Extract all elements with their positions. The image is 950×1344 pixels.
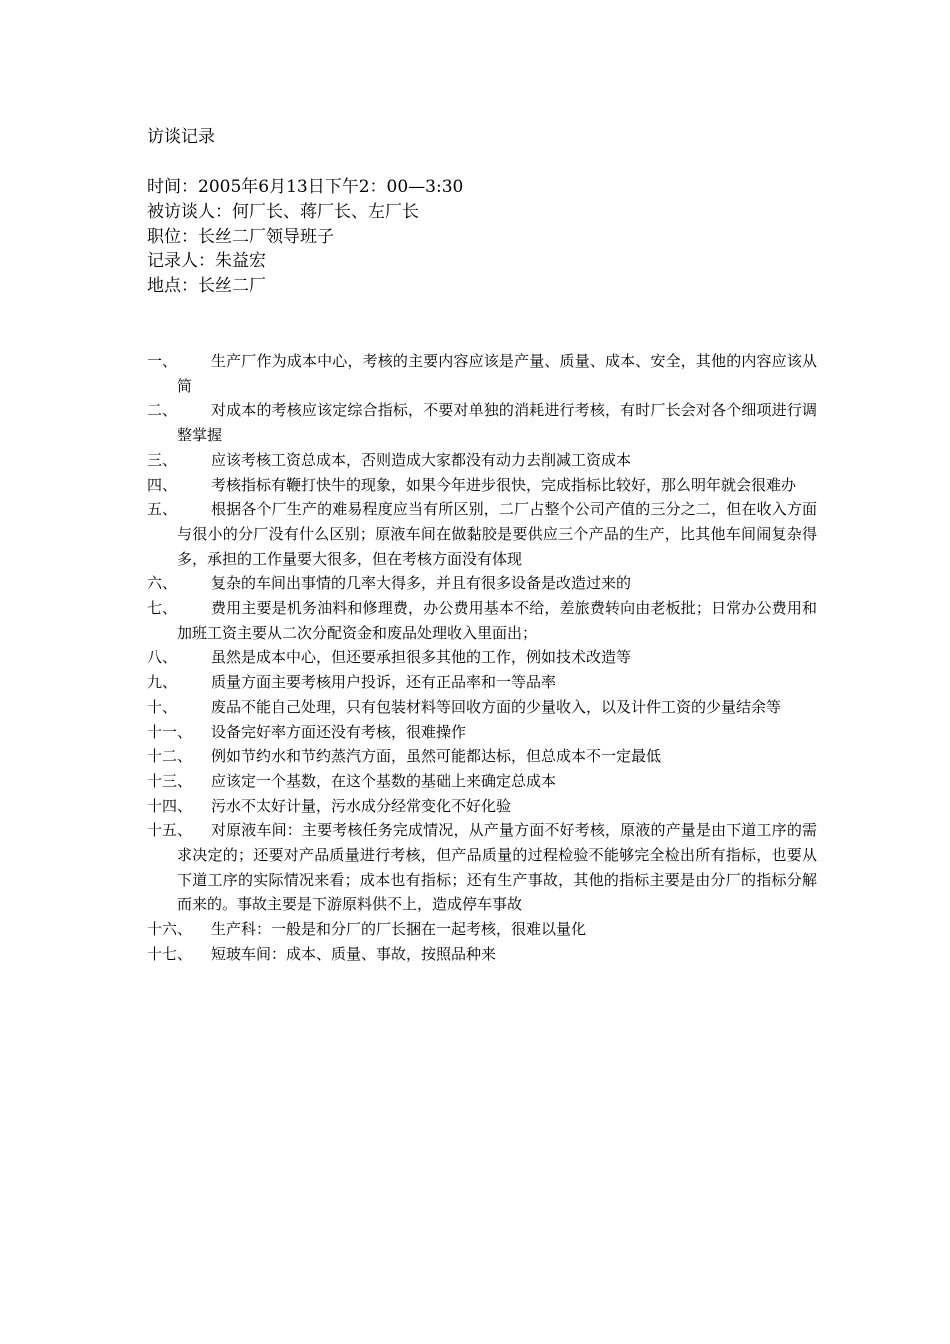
meta-position: 职位：长丝二厂领导班子 bbox=[147, 226, 334, 247]
item-text: 短玻车间：成本、质量、事故，按照品种来 bbox=[211, 944, 497, 963]
item-text: 设备完好率方面还没有考核，很难操作 bbox=[211, 722, 467, 741]
list-item bbox=[147, 497, 817, 571]
item-text: 生产厂作为成本中心，考核的主要内容应该是产量、质量、成本、安全，其他的内容应该从简 bbox=[177, 352, 817, 395]
list-item bbox=[147, 645, 817, 670]
item-number: 八、 bbox=[147, 648, 178, 667]
item-text: 污水不太好计量，污水成分经常变化不好化验 bbox=[211, 796, 512, 815]
item-text: 应该考核工资总成本，否则造成大家都没有动力去削减工资成本 bbox=[211, 450, 632, 469]
list-item bbox=[147, 398, 817, 447]
list-item bbox=[147, 349, 817, 398]
meta-location: 地点：长丝二厂 bbox=[147, 276, 266, 297]
list-item bbox=[147, 818, 817, 917]
item-number: 九、 bbox=[147, 673, 178, 692]
list-item bbox=[147, 794, 817, 819]
item-number: 十六、 bbox=[147, 920, 193, 939]
list-item bbox=[147, 473, 817, 498]
findings-list bbox=[147, 349, 817, 967]
interview-meta bbox=[147, 175, 463, 299]
list-item bbox=[147, 917, 817, 942]
item-text: 复杂的车间出事情的几率大得多，并且有很多设备是改造过来的 bbox=[211, 574, 632, 593]
item-number: 五、 bbox=[147, 500, 178, 519]
list-item bbox=[147, 670, 817, 695]
item-text: 费用主要是机务油料和修理费，办公费用基本不给，差旅费转向由老板批；日常办公费用和加班工资主要从二次分配资金和废品处理收入里面出； bbox=[177, 599, 817, 642]
item-number: 十三、 bbox=[147, 771, 193, 790]
list-item bbox=[147, 720, 817, 745]
list-item bbox=[147, 596, 817, 645]
item-number: 二、 bbox=[147, 401, 178, 420]
item-number: 十一、 bbox=[147, 722, 193, 741]
item-number: 三、 bbox=[147, 450, 178, 469]
list-item bbox=[147, 769, 817, 794]
list-item bbox=[147, 744, 817, 769]
item-number: 十、 bbox=[147, 697, 178, 716]
item-number: 一、 bbox=[147, 352, 178, 370]
item-number: 七、 bbox=[147, 599, 178, 618]
meta-recorder: 记录人：朱益宏 bbox=[147, 251, 266, 272]
list-item bbox=[147, 942, 817, 967]
item-number: 四、 bbox=[147, 475, 178, 494]
item-number: 十二、 bbox=[147, 747, 193, 766]
item-text: 生产科：一般是和分厂的厂长捆在一起考核，很难以量化 bbox=[211, 920, 587, 939]
list-item bbox=[147, 571, 817, 596]
list-item bbox=[147, 448, 817, 473]
item-text: 考核指标有鞭打快牛的现象，如果今年进步很快，完成指标比较好，那么明年就会很难办 bbox=[211, 475, 797, 494]
meta-interviewees: 被访谈人：何厂长、蒋厂长、左厂长 bbox=[147, 201, 419, 222]
item-text: 对成本的考核应该定综合指标，不要对单独的消耗进行考核，有时厂长会对各个细项进行调整掌握 bbox=[177, 401, 817, 445]
item-text: 质量方面主要考核用户投诉，还有正品率和一等品率 bbox=[211, 673, 557, 692]
item-text: 对原液车间：主要考核任务完成情况，从产量方面不好考核，原液的产量是由下道工序的需求决定的；还要对产品质量进行考核，但产品质量的过程检验不能够完全检出所有指标，也要从下道工序的实际情况来看；成本也有指标；还有生产事故，其他的指标主要是由分厂的指标分解而来的。事故主要是下游原料供不上，造成停车事故 bbox=[177, 821, 817, 914]
item-number: 十七、 bbox=[147, 944, 193, 963]
item-number: 十四、 bbox=[147, 796, 193, 815]
item-text: 应该定一个基数，在这个基数的基础上来确定总成本 bbox=[211, 771, 557, 790]
item-text: 废品不能自己处理，只有包装材料等回收方面的少量收入，以及计件工资的少量结余等 bbox=[211, 697, 782, 716]
item-text: 虽然是成本中心，但还要承担很多其他的工作，例如技术改造等 bbox=[211, 648, 632, 667]
list-item bbox=[147, 695, 817, 720]
item-text: 根据各个厂生产的难易程度应当有所区别，二厂占整个公司产值的三分之二，但在收入方面与很小的分厂没有什么区别；原液车间在做黏胶是要供应三个产品的生产，比其他车间闹复杂得多，承担的工作量要大很多，但在考核方面没有体现 bbox=[177, 500, 817, 568]
item-text: 例如节约水和节约蒸汽方面，虽然可能都达标，但总成本不一定最低 bbox=[211, 747, 662, 766]
document-title: 访谈记录 bbox=[147, 127, 215, 147]
meta-time: 时间：2005年6月13日下午2：00—3:30 bbox=[147, 177, 464, 197]
item-number: 六、 bbox=[147, 574, 178, 593]
item-number: 十五、 bbox=[147, 821, 193, 840]
